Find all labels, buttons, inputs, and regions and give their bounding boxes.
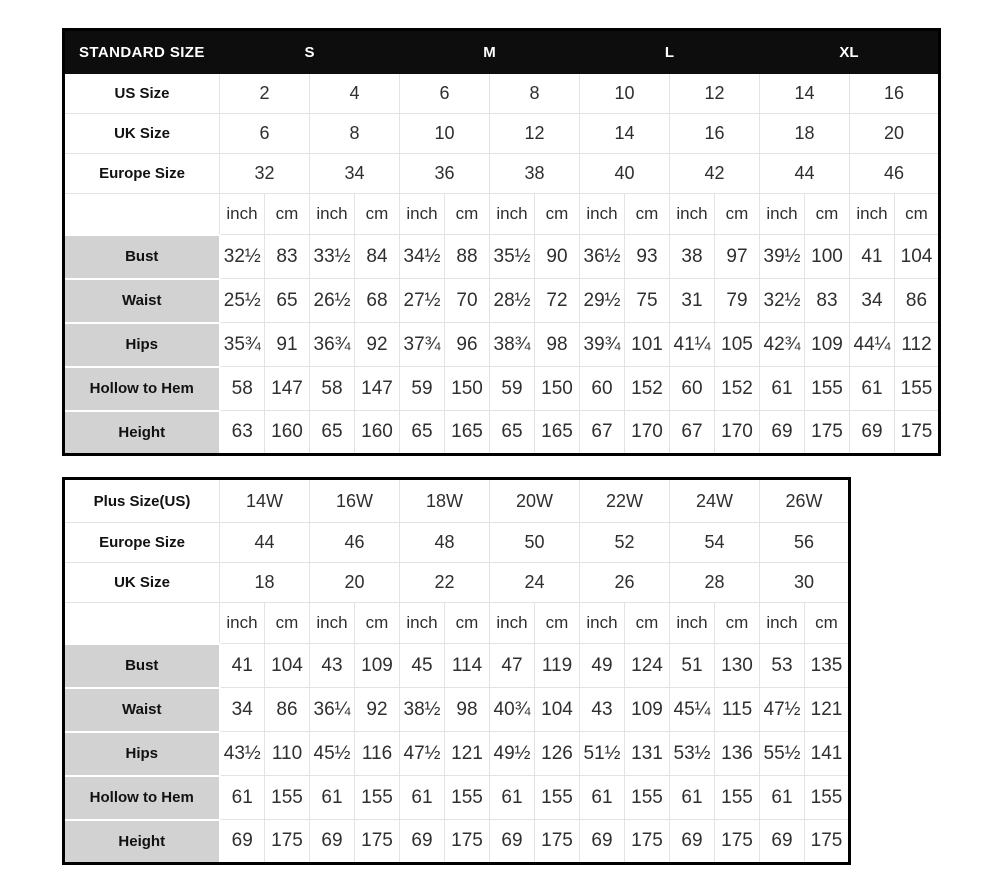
measurement-value-cell: 175 bbox=[445, 820, 490, 864]
unit-row bbox=[64, 603, 850, 644]
measurement-value-cell: 98 bbox=[535, 323, 580, 367]
measurement-value-cell: 155 bbox=[715, 776, 760, 820]
measurement-value-cell: 59 bbox=[490, 367, 535, 411]
measurement-value-cell: 37¾ bbox=[400, 323, 445, 367]
measurement-value-cell: 109 bbox=[625, 688, 670, 732]
measurement-value-cell: 170 bbox=[715, 411, 760, 455]
measurement-value-cell: 152 bbox=[715, 367, 760, 411]
measurement-value-cell: 124 bbox=[625, 644, 670, 688]
measurement-value-cell: 65 bbox=[490, 411, 535, 455]
measurement-value-cell: 38½ bbox=[400, 688, 445, 732]
measurement-label: Bust bbox=[64, 644, 220, 688]
measurement-value-cell: 126 bbox=[535, 732, 580, 776]
measurement-value-cell: 116 bbox=[355, 732, 400, 776]
measurement-value-cell: 112 bbox=[895, 323, 940, 367]
unit-cell: cm bbox=[805, 194, 850, 235]
size-value-cell: 8 bbox=[310, 114, 400, 154]
measurement-value-cell: 65 bbox=[265, 279, 310, 323]
measurement-value-cell: 160 bbox=[265, 411, 310, 455]
measurement-value-cell: 160 bbox=[355, 411, 400, 455]
measurement-value-cell: 98 bbox=[445, 688, 490, 732]
unit-cell: inch bbox=[760, 603, 805, 644]
measurement-value-cell: 53½ bbox=[670, 732, 715, 776]
measurement-value-cell: 69 bbox=[310, 820, 355, 864]
measurement-value-cell: 61 bbox=[850, 367, 895, 411]
measurement-value-cell: 58 bbox=[310, 367, 355, 411]
measurement-value-cell: 115 bbox=[715, 688, 760, 732]
size-value-cell: 24W bbox=[670, 479, 760, 523]
measurement-value-cell: 45 bbox=[400, 644, 445, 688]
measurement-row bbox=[64, 820, 850, 864]
unit-cell: cm bbox=[445, 194, 490, 235]
unit-cell: inch bbox=[400, 194, 445, 235]
size-value-cell: 6 bbox=[400, 74, 490, 114]
size-group-header: S bbox=[220, 30, 400, 74]
size-value-cell: 34 bbox=[310, 154, 400, 194]
measurement-value-cell: 69 bbox=[490, 820, 535, 864]
measurement-value-cell: 175 bbox=[265, 820, 310, 864]
measurement-value-cell: 155 bbox=[445, 776, 490, 820]
measurement-value-cell: 69 bbox=[400, 820, 445, 864]
measurement-value-cell: 79 bbox=[715, 279, 760, 323]
unit-cell: inch bbox=[310, 194, 355, 235]
measurement-value-cell: 31 bbox=[670, 279, 715, 323]
measurement-value-cell: 45¼ bbox=[670, 688, 715, 732]
measurement-value-cell: 53 bbox=[760, 644, 805, 688]
measurement-value-cell: 69 bbox=[760, 820, 805, 864]
unit-cell: inch bbox=[580, 194, 625, 235]
measurement-row bbox=[64, 279, 940, 323]
measurement-value-cell: 130 bbox=[715, 644, 760, 688]
size-value-cell: 30 bbox=[760, 563, 850, 603]
measurement-value-cell: 51 bbox=[670, 644, 715, 688]
size-value-cell: 18W bbox=[400, 479, 490, 523]
measurement-value-cell: 155 bbox=[355, 776, 400, 820]
row-label: Plus Size(US) bbox=[64, 479, 220, 523]
measurement-value-cell: 114 bbox=[445, 644, 490, 688]
unit-cell: inch bbox=[310, 603, 355, 644]
measurement-value-cell: 44¼ bbox=[850, 323, 895, 367]
unit-cell: cm bbox=[355, 194, 400, 235]
measurement-value-cell: 29½ bbox=[580, 279, 625, 323]
unit-cell: cm bbox=[535, 194, 580, 235]
measurement-value-cell: 49 bbox=[580, 644, 625, 688]
measurement-value-cell: 59 bbox=[400, 367, 445, 411]
measurement-value-cell: 155 bbox=[805, 776, 850, 820]
measurement-value-cell: 47 bbox=[490, 644, 535, 688]
measurement-value-cell: 170 bbox=[625, 411, 670, 455]
unit-cell: cm bbox=[625, 603, 670, 644]
empty-label-cell bbox=[64, 603, 220, 644]
measurement-value-cell: 40¾ bbox=[490, 688, 535, 732]
measurement-value-cell: 147 bbox=[355, 367, 400, 411]
size-value-cell: 22W bbox=[580, 479, 670, 523]
size-value-cell: 20 bbox=[310, 563, 400, 603]
measurement-value-cell: 61 bbox=[760, 776, 805, 820]
size-value-cell: 16 bbox=[670, 114, 760, 154]
measurement-value-cell: 47½ bbox=[760, 688, 805, 732]
size-value-cell: 42 bbox=[670, 154, 760, 194]
measurement-value-cell: 135 bbox=[805, 644, 850, 688]
measurement-value-cell: 92 bbox=[355, 323, 400, 367]
standard-size-table bbox=[62, 28, 941, 456]
measurement-value-cell: 63 bbox=[220, 411, 265, 455]
size-value-cell: 18 bbox=[760, 114, 850, 154]
size-value-cell: 22 bbox=[400, 563, 490, 603]
measurement-value-cell: 152 bbox=[625, 367, 670, 411]
measurement-value-cell: 69 bbox=[580, 820, 625, 864]
measurement-value-cell: 32½ bbox=[220, 235, 265, 279]
measurement-value-cell: 41 bbox=[220, 644, 265, 688]
measurement-value-cell: 33½ bbox=[310, 235, 355, 279]
size-value-cell: 54 bbox=[670, 523, 760, 563]
measurement-value-cell: 65 bbox=[400, 411, 445, 455]
measurement-value-cell: 43 bbox=[310, 644, 355, 688]
unit-cell: inch bbox=[220, 603, 265, 644]
measurement-value-cell: 61 bbox=[670, 776, 715, 820]
measurement-value-cell: 36½ bbox=[580, 235, 625, 279]
measurement-value-cell: 86 bbox=[895, 279, 940, 323]
unit-cell: cm bbox=[715, 194, 760, 235]
measurement-value-cell: 47½ bbox=[400, 732, 445, 776]
unit-cell: cm bbox=[895, 194, 940, 235]
measurement-value-cell: 84 bbox=[355, 235, 400, 279]
size-value-cell: 26 bbox=[580, 563, 670, 603]
unit-cell: inch bbox=[580, 603, 625, 644]
measurement-label: Hollow to Hem bbox=[64, 367, 220, 411]
measurement-value-cell: 101 bbox=[625, 323, 670, 367]
measurement-value-cell: 155 bbox=[805, 367, 850, 411]
measurement-value-cell: 175 bbox=[355, 820, 400, 864]
measurement-value-cell: 70 bbox=[445, 279, 490, 323]
measurement-value-cell: 136 bbox=[715, 732, 760, 776]
measurement-value-cell: 175 bbox=[805, 820, 850, 864]
measurement-value-cell: 96 bbox=[445, 323, 490, 367]
measurement-value-cell: 69 bbox=[220, 820, 265, 864]
size-value-cell: 52 bbox=[580, 523, 670, 563]
size-value-cell: 38 bbox=[490, 154, 580, 194]
measurement-value-cell: 141 bbox=[805, 732, 850, 776]
size-value-cell: 14 bbox=[760, 74, 850, 114]
measurement-value-cell: 61 bbox=[490, 776, 535, 820]
unit-cell: inch bbox=[850, 194, 895, 235]
measurement-value-cell: 61 bbox=[310, 776, 355, 820]
unit-cell: cm bbox=[265, 603, 310, 644]
measurement-value-cell: 83 bbox=[805, 279, 850, 323]
row-label: Europe Size bbox=[64, 154, 220, 194]
size-value-cell: 16W bbox=[310, 479, 400, 523]
empty-label-cell bbox=[64, 194, 220, 235]
size-value-cell: 2 bbox=[220, 74, 310, 114]
measurement-value-cell: 61 bbox=[220, 776, 265, 820]
unit-cell: cm bbox=[715, 603, 760, 644]
measurement-value-cell: 104 bbox=[535, 688, 580, 732]
size-value-cell: 50 bbox=[490, 523, 580, 563]
measurement-value-cell: 155 bbox=[535, 776, 580, 820]
measurement-value-cell: 155 bbox=[895, 367, 940, 411]
size-value-cell: 6 bbox=[220, 114, 310, 154]
unit-cell: inch bbox=[670, 603, 715, 644]
unit-cell: cm bbox=[625, 194, 670, 235]
measurement-label: Hips bbox=[64, 732, 220, 776]
measurement-value-cell: 49½ bbox=[490, 732, 535, 776]
size-group-header: L bbox=[580, 30, 760, 74]
size-conversion-row bbox=[64, 523, 850, 563]
measurement-value-cell: 26½ bbox=[310, 279, 355, 323]
measurement-value-cell: 38¾ bbox=[490, 323, 535, 367]
size-value-cell: 26W bbox=[760, 479, 850, 523]
measurement-value-cell: 93 bbox=[625, 235, 670, 279]
measurement-value-cell: 110 bbox=[265, 732, 310, 776]
measurement-value-cell: 121 bbox=[445, 732, 490, 776]
measurement-value-cell: 34 bbox=[850, 279, 895, 323]
measurement-row bbox=[64, 367, 940, 411]
measurement-value-cell: 175 bbox=[895, 411, 940, 455]
row-label: UK Size bbox=[64, 114, 220, 154]
measurement-value-cell: 109 bbox=[355, 644, 400, 688]
measurement-value-cell: 88 bbox=[445, 235, 490, 279]
measurement-value-cell: 69 bbox=[670, 820, 715, 864]
measurement-value-cell: 104 bbox=[265, 644, 310, 688]
size-conversion-row bbox=[64, 114, 940, 154]
measurement-value-cell: 175 bbox=[535, 820, 580, 864]
measurement-value-cell: 36¼ bbox=[310, 688, 355, 732]
size-value-cell: 36 bbox=[400, 154, 490, 194]
size-value-cell: 12 bbox=[490, 114, 580, 154]
measurement-value-cell: 43½ bbox=[220, 732, 265, 776]
size-value-cell: 32 bbox=[220, 154, 310, 194]
size-value-cell: 40 bbox=[580, 154, 670, 194]
size-value-cell: 48 bbox=[400, 523, 490, 563]
measurement-value-cell: 68 bbox=[355, 279, 400, 323]
unit-cell: cm bbox=[445, 603, 490, 644]
measurement-value-cell: 109 bbox=[805, 323, 850, 367]
measurement-value-cell: 69 bbox=[850, 411, 895, 455]
measurement-value-cell: 121 bbox=[805, 688, 850, 732]
measurement-value-cell: 35½ bbox=[490, 235, 535, 279]
measurement-value-cell: 97 bbox=[715, 235, 760, 279]
measurement-value-cell: 65 bbox=[310, 411, 355, 455]
measurement-value-cell: 28½ bbox=[490, 279, 535, 323]
measurement-value-cell: 150 bbox=[445, 367, 490, 411]
size-conversion-row bbox=[64, 74, 940, 114]
measurement-value-cell: 131 bbox=[625, 732, 670, 776]
measurement-value-cell: 61 bbox=[580, 776, 625, 820]
measurement-value-cell: 92 bbox=[355, 688, 400, 732]
size-value-cell: 12 bbox=[670, 74, 760, 114]
size-value-cell: 10 bbox=[580, 74, 670, 114]
measurement-value-cell: 175 bbox=[625, 820, 670, 864]
size-value-cell: 18 bbox=[220, 563, 310, 603]
measurement-label: Hollow to Hem bbox=[64, 776, 220, 820]
measurement-value-cell: 39½ bbox=[760, 235, 805, 279]
size-conversion-row bbox=[64, 479, 850, 523]
measurement-row bbox=[64, 776, 850, 820]
measurement-value-cell: 69 bbox=[760, 411, 805, 455]
table-title: STANDARD SIZE bbox=[64, 30, 220, 74]
measurement-value-cell: 55½ bbox=[760, 732, 805, 776]
unit-cell: inch bbox=[400, 603, 445, 644]
measurement-value-cell: 104 bbox=[895, 235, 940, 279]
size-group-header: XL bbox=[760, 30, 940, 74]
measurement-label: Waist bbox=[64, 279, 220, 323]
measurement-value-cell: 75 bbox=[625, 279, 670, 323]
measurement-value-cell: 91 bbox=[265, 323, 310, 367]
row-label: Europe Size bbox=[64, 523, 220, 563]
measurement-value-cell: 25½ bbox=[220, 279, 265, 323]
measurement-value-cell: 41 bbox=[850, 235, 895, 279]
measurement-value-cell: 36¾ bbox=[310, 323, 355, 367]
size-value-cell: 56 bbox=[760, 523, 850, 563]
measurement-value-cell: 100 bbox=[805, 235, 850, 279]
measurement-value-cell: 41¼ bbox=[670, 323, 715, 367]
measurement-value-cell: 38 bbox=[670, 235, 715, 279]
unit-cell: cm bbox=[265, 194, 310, 235]
measurement-label: Height bbox=[64, 411, 220, 455]
measurement-row bbox=[64, 644, 850, 688]
measurement-value-cell: 60 bbox=[670, 367, 715, 411]
size-value-cell: 44 bbox=[760, 154, 850, 194]
measurement-value-cell: 90 bbox=[535, 235, 580, 279]
size-value-cell: 24 bbox=[490, 563, 580, 603]
measurement-label: Height bbox=[64, 820, 220, 864]
unit-cell: cm bbox=[355, 603, 400, 644]
measurement-value-cell: 61 bbox=[760, 367, 805, 411]
size-value-cell: 20W bbox=[490, 479, 580, 523]
size-value-cell: 28 bbox=[670, 563, 760, 603]
size-group-header: M bbox=[400, 30, 580, 74]
plus-size-table bbox=[62, 477, 851, 865]
measurement-value-cell: 51½ bbox=[580, 732, 625, 776]
measurement-value-cell: 42¾ bbox=[760, 323, 805, 367]
measurement-value-cell: 155 bbox=[265, 776, 310, 820]
size-value-cell: 16 bbox=[850, 74, 940, 114]
measurement-value-cell: 60 bbox=[580, 367, 625, 411]
unit-cell: cm bbox=[535, 603, 580, 644]
size-value-cell: 14 bbox=[580, 114, 670, 154]
size-value-cell: 10 bbox=[400, 114, 490, 154]
measurement-value-cell: 86 bbox=[265, 688, 310, 732]
size-value-cell: 20 bbox=[850, 114, 940, 154]
measurement-row bbox=[64, 688, 850, 732]
measurement-value-cell: 67 bbox=[670, 411, 715, 455]
unit-cell: inch bbox=[670, 194, 715, 235]
size-value-cell: 46 bbox=[850, 154, 940, 194]
measurement-value-cell: 165 bbox=[535, 411, 580, 455]
measurement-value-cell: 34 bbox=[220, 688, 265, 732]
measurement-value-cell: 39¾ bbox=[580, 323, 625, 367]
measurement-value-cell: 165 bbox=[445, 411, 490, 455]
size-value-cell: 14W bbox=[220, 479, 310, 523]
size-conversion-row bbox=[64, 154, 940, 194]
measurement-value-cell: 72 bbox=[535, 279, 580, 323]
measurement-value-cell: 155 bbox=[625, 776, 670, 820]
size-conversion-row bbox=[64, 563, 850, 603]
unit-cell: inch bbox=[490, 194, 535, 235]
size-value-cell: 4 bbox=[310, 74, 400, 114]
measurement-value-cell: 43 bbox=[580, 688, 625, 732]
unit-row bbox=[64, 194, 940, 235]
measurement-value-cell: 83 bbox=[265, 235, 310, 279]
row-label: US Size bbox=[64, 74, 220, 114]
unit-cell: inch bbox=[490, 603, 535, 644]
measurement-value-cell: 61 bbox=[400, 776, 445, 820]
size-value-cell: 8 bbox=[490, 74, 580, 114]
measurement-label: Waist bbox=[64, 688, 220, 732]
unit-cell: inch bbox=[760, 194, 805, 235]
row-label: UK Size bbox=[64, 563, 220, 603]
measurement-row bbox=[64, 411, 940, 455]
unit-cell: cm bbox=[805, 603, 850, 644]
measurement-label: Hips bbox=[64, 323, 220, 367]
measurement-value-cell: 175 bbox=[805, 411, 850, 455]
measurement-value-cell: 119 bbox=[535, 644, 580, 688]
measurement-value-cell: 27½ bbox=[400, 279, 445, 323]
measurement-value-cell: 67 bbox=[580, 411, 625, 455]
measurement-value-cell: 175 bbox=[715, 820, 760, 864]
measurement-value-cell: 58 bbox=[220, 367, 265, 411]
measurement-row bbox=[64, 323, 940, 367]
measurement-value-cell: 34½ bbox=[400, 235, 445, 279]
measurement-value-cell: 150 bbox=[535, 367, 580, 411]
measurement-value-cell: 32½ bbox=[760, 279, 805, 323]
measurement-value-cell: 45½ bbox=[310, 732, 355, 776]
unit-cell: inch bbox=[220, 194, 265, 235]
table-header-row bbox=[64, 30, 940, 74]
measurement-row bbox=[64, 235, 940, 279]
measurement-row bbox=[64, 732, 850, 776]
measurement-label: Bust bbox=[64, 235, 220, 279]
size-value-cell: 46 bbox=[310, 523, 400, 563]
measurement-value-cell: 105 bbox=[715, 323, 760, 367]
measurement-value-cell: 147 bbox=[265, 367, 310, 411]
size-value-cell: 44 bbox=[220, 523, 310, 563]
measurement-value-cell: 35¾ bbox=[220, 323, 265, 367]
